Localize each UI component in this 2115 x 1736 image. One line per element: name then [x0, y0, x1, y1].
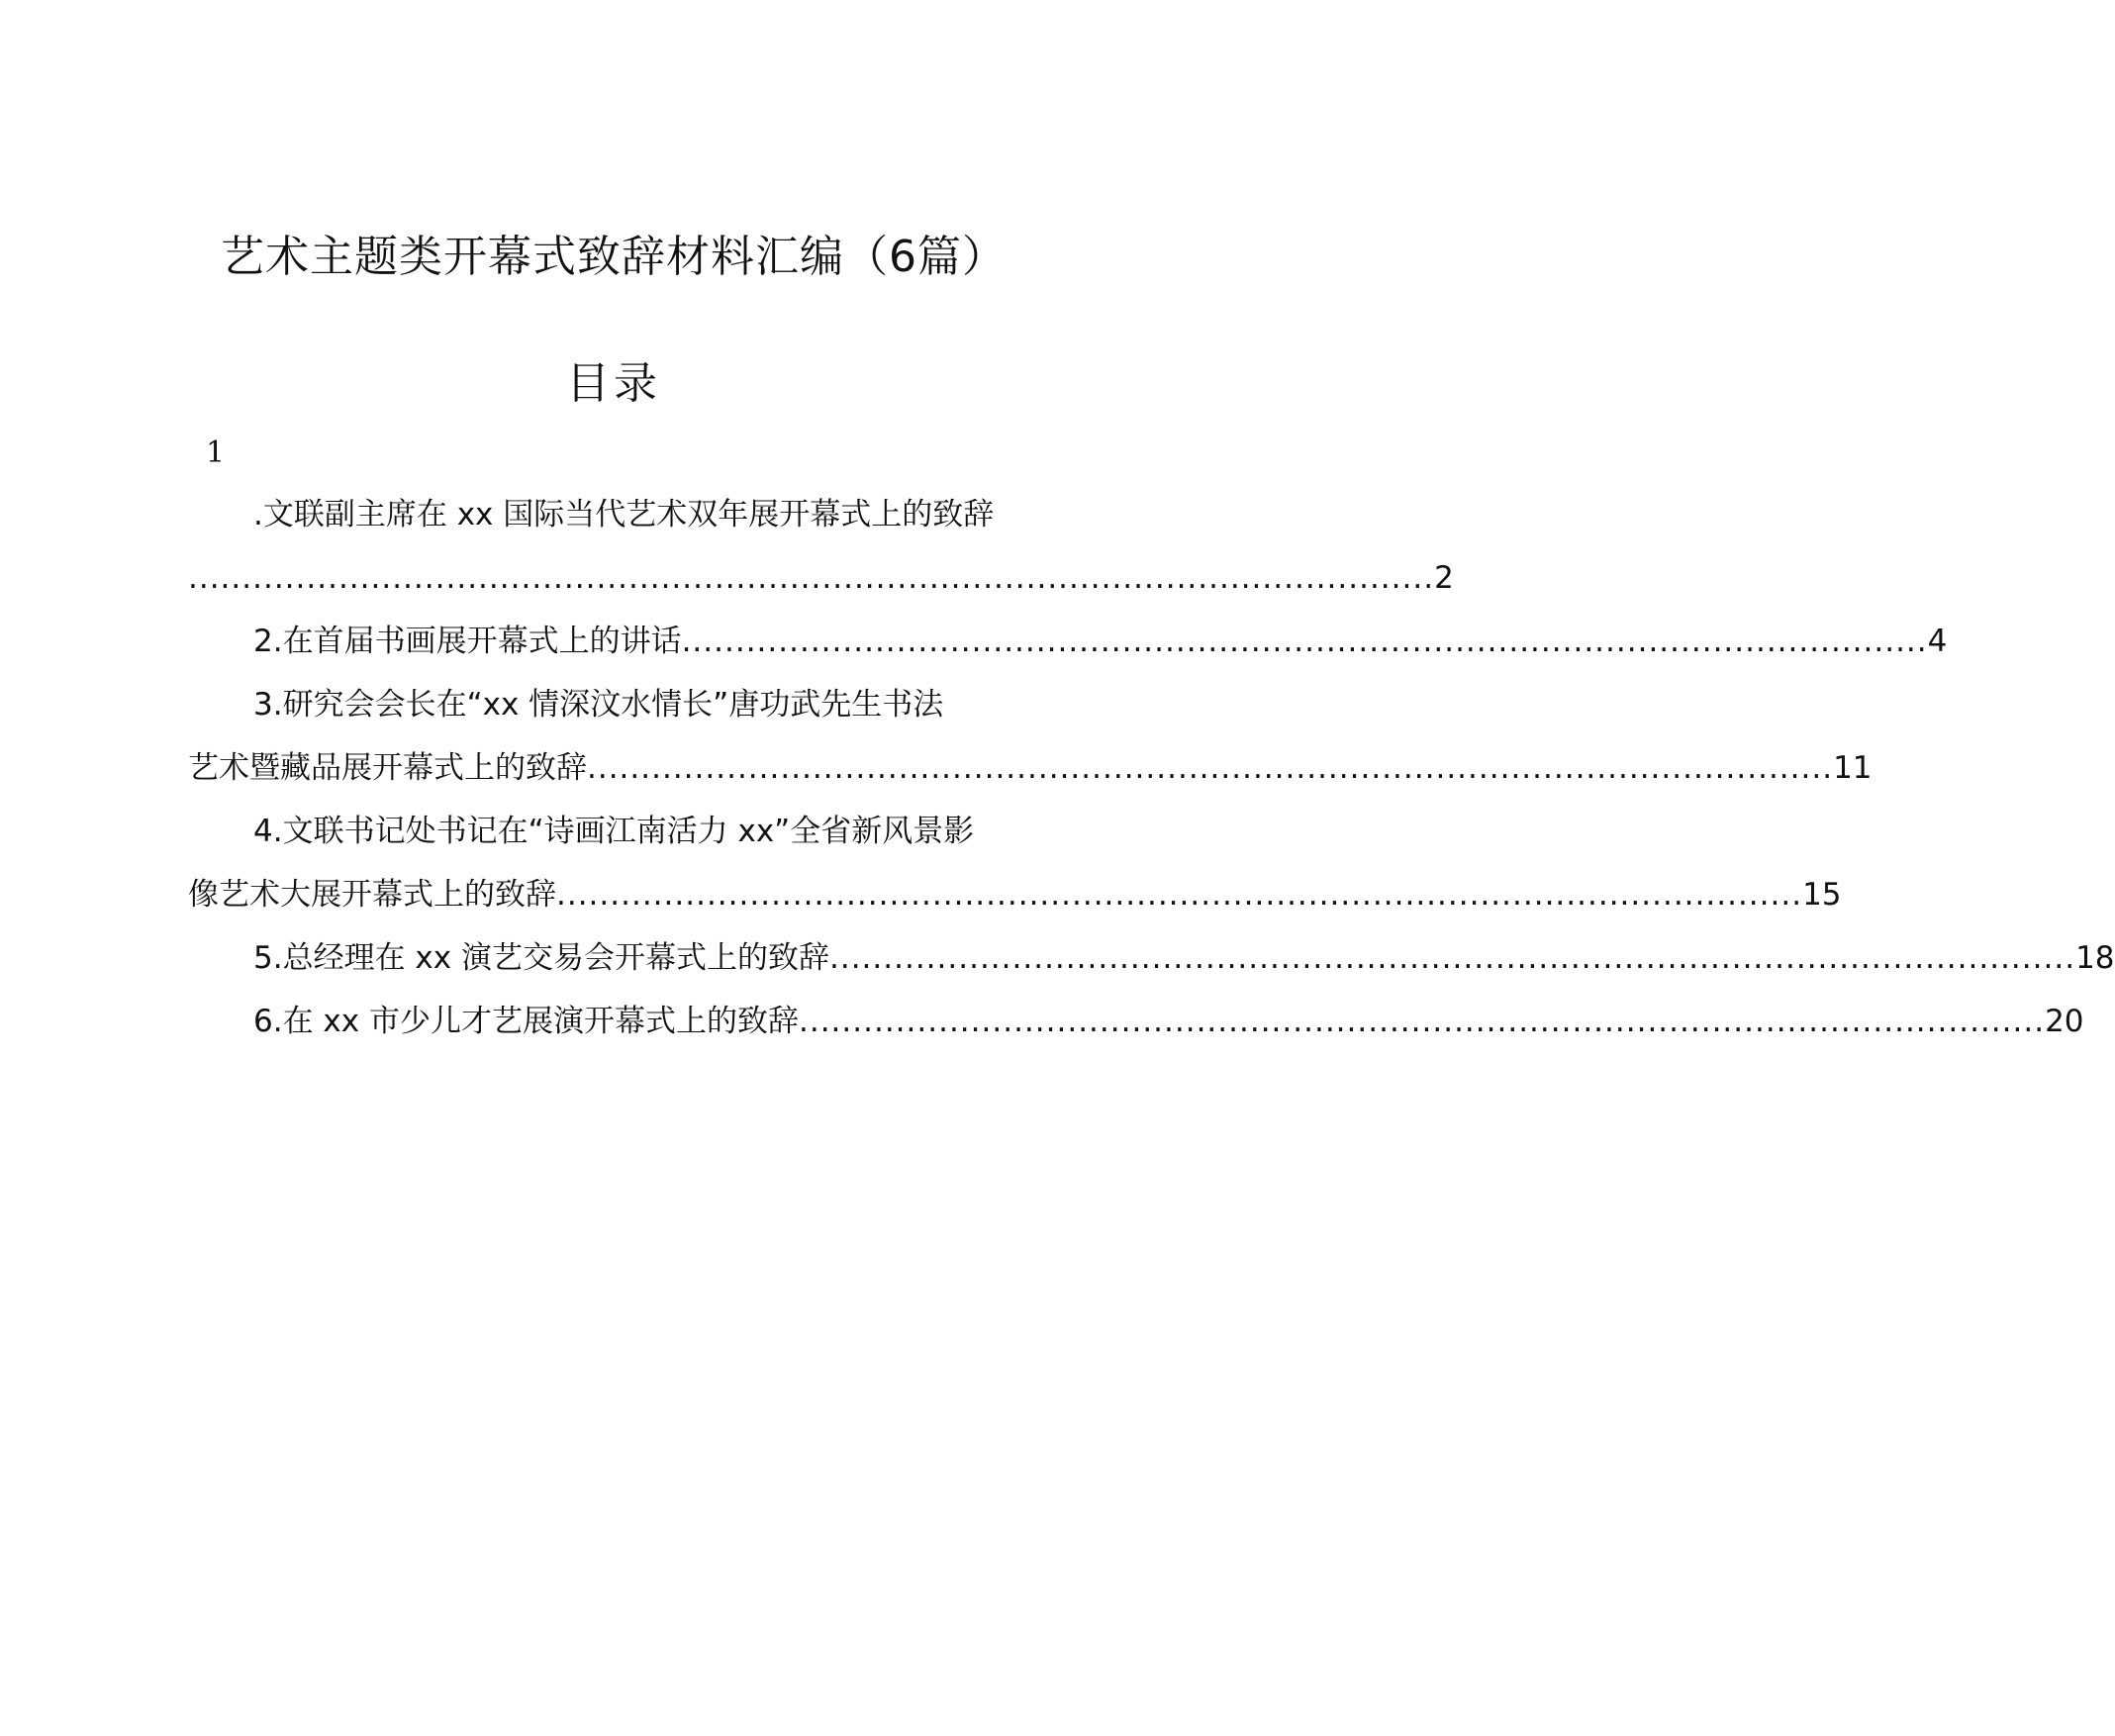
toc-page-number: 4 — [1927, 624, 1948, 659]
toc-page-number: 2 — [1434, 560, 1454, 596]
toc-page-number: 20 — [2045, 1004, 2084, 1039]
toc-page-number: 15 — [1802, 877, 1842, 913]
toc-leader-dots: .................................................................................................................... — [798, 1004, 2046, 1039]
toc-entry-2[interactable] — [188, 618, 1948, 665]
document-title: 艺术主题类开幕式致辞材料汇编（6篇） — [221, 232, 1007, 282]
toc-entry-text: 2.在首届书画展开幕式上的讲话 — [253, 624, 682, 659]
toc-entry-3-line1[interactable] — [188, 681, 1037, 728]
toc-leader-dots: .................................................................................................................... — [681, 624, 1928, 659]
toc-entry-6[interactable] — [188, 998, 2084, 1045]
toc-leader-dots: .................................................................................................................... — [828, 940, 2076, 976]
stray-page-number: 1 — [206, 435, 226, 470]
toc-entry-text: 艺术暨藏品展开幕式上的致辞 — [188, 750, 587, 786]
toc-entry-3-line2[interactable] — [188, 744, 1873, 792]
toc-entry-text: 像艺术大展开幕式上的致辞 — [188, 877, 556, 913]
toc-page-number: 11 — [1833, 750, 1873, 786]
toc-leader-dots: .................................................................................................................... — [587, 750, 1834, 786]
toc-leader-dots: .................................................................................................................... — [556, 877, 1803, 913]
toc-page-number: 18 — [2075, 940, 2115, 976]
toc-entry-text: 4.文联书记处书记在“诗画江南活力 xx”全省新风景影 — [253, 814, 975, 849]
toc-entry-text: 5.总经理在 xx 演艺交易会开幕式上的致辞 — [253, 940, 829, 976]
toc-entry-1-line2[interactable] — [188, 554, 1454, 602]
toc-entry-5[interactable] — [188, 934, 2115, 982]
toc-leader-dots: .................................................................................................................... — [188, 560, 1435, 596]
toc-entry-4-line2[interactable] — [188, 871, 1842, 918]
toc-entry-text: 6.在 xx 市少儿才艺展演开幕式上的致辞 — [253, 1004, 799, 1039]
toc-entry-text: .文联副主席在 xx 国际当代艺术双年展开幕式上的致辞 — [253, 497, 995, 532]
toc-entry-text: 3.研究会会长在“xx 情深汶水情长”唐功武先生书法 — [253, 687, 944, 723]
toc-entry-4-line1[interactable] — [188, 808, 1037, 855]
toc-entry-1-line1[interactable] — [188, 491, 1037, 538]
toc-heading: 目录 — [566, 358, 661, 409]
